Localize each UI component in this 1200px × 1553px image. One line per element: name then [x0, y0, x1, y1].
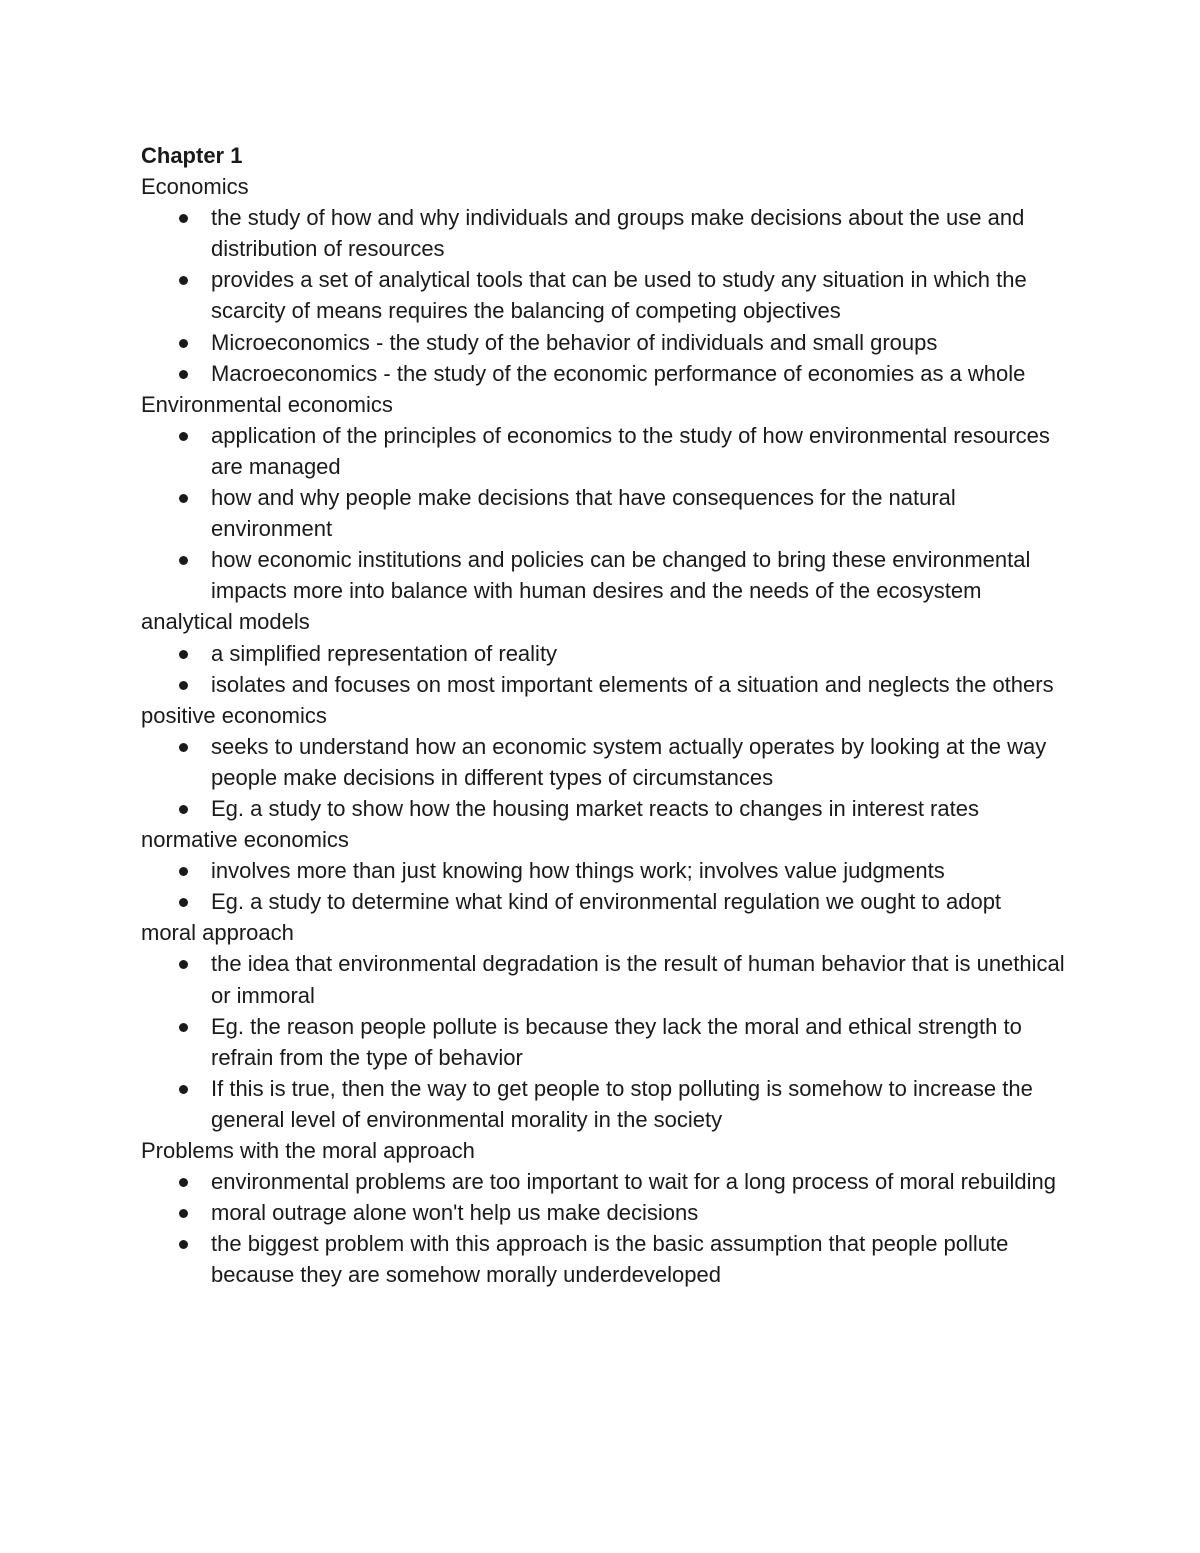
- list-item-text: provides a set of analytical tools that can be used to study any situation in which the scarcity of means requires the balancing of competing objectives: [211, 267, 1027, 324]
- bullet-icon: [179, 1023, 188, 1032]
- bullet-icon: [179, 1178, 188, 1187]
- section-analytical-models: [141, 606, 1071, 699]
- list-item-text: the biggest problem with this approach is the basic assumption that people pollute because they are somehow morally underdeveloped: [211, 1231, 1009, 1288]
- bullet-icon: [179, 432, 188, 441]
- list-item-text: environmental problems are too important to wait for a long process of moral rebuilding: [211, 1169, 1056, 1195]
- section-heading: Environmental economics: [141, 391, 393, 417]
- chapter-title: Chapter 1: [141, 143, 243, 168]
- list-item: [211, 1197, 1071, 1228]
- list-item-text: moral outrage alone won't help us make decisions: [211, 1200, 699, 1226]
- list-item-text: If this is true, then the way to get people to stop polluting is somehow to increase the general level of environmental morality in the society: [211, 1075, 1033, 1132]
- section-problems-moral-approach: [141, 1135, 1071, 1290]
- bullet-list: [141, 855, 1071, 917]
- list-item: [211, 202, 1071, 264]
- bullet-list: [141, 1166, 1071, 1290]
- list-item: [211, 793, 1071, 824]
- list-item-text: the study of how and why individuals and groups make decisions about the use and distribution of resources: [211, 205, 1025, 262]
- list-item-text: Eg. a study to determine what kind of environmental regulation we ought to adopt: [211, 889, 1002, 915]
- bullet-list: [141, 638, 1071, 700]
- list-item: [211, 327, 1071, 358]
- section-normative-economics: [141, 824, 1071, 917]
- section-heading: normative economics: [141, 827, 349, 853]
- list-item-text: application of the principles of economics to the study of how environmental resources are managed: [211, 422, 1050, 479]
- bullet-icon: [179, 370, 188, 379]
- list-item-text: seeks to understand how an economic system actually operates by looking at the way people make decisions in different types of circumstances: [211, 733, 1047, 790]
- bullet-icon: [179, 1209, 188, 1218]
- list-item: [211, 358, 1071, 389]
- list-item: [211, 669, 1071, 700]
- bullet-icon: [179, 339, 188, 348]
- section-heading: moral approach: [141, 920, 294, 946]
- list-item-text: how and why people make decisions that have consequences for the natural environment: [211, 485, 956, 542]
- list-item: [211, 731, 1071, 793]
- bullet-icon: [179, 650, 188, 659]
- bullet-icon: [179, 960, 188, 969]
- section-heading: Problems with the moral approach: [141, 1138, 475, 1163]
- list-item: [211, 482, 1071, 544]
- bullet-icon: [179, 805, 188, 814]
- list-item: [211, 638, 1071, 669]
- bullet-icon: [179, 556, 188, 565]
- section-heading: positive economics: [141, 702, 327, 728]
- bullet-icon: [179, 214, 188, 223]
- list-item-text: Eg. a study to show how the housing market reacts to changes in interest rates: [211, 795, 979, 821]
- bullet-list: [141, 731, 1071, 824]
- list-item: [211, 1228, 1071, 1290]
- list-item-text: the idea that environmental degradation is the result of human behavior that is unethical or immoral: [211, 951, 1065, 1008]
- section-environmental-economics: [141, 389, 1071, 607]
- list-item: [211, 264, 1071, 326]
- bullet-list: [141, 420, 1071, 607]
- bullet-list: [141, 202, 1071, 389]
- list-item-text: a simplified representation of reality: [211, 640, 558, 666]
- list-item: [211, 544, 1071, 606]
- list-item: [211, 1166, 1071, 1197]
- bullet-icon: [179, 276, 188, 285]
- list-item: [211, 886, 1071, 917]
- list-item-text: isolates and focuses on most important elements of a situation and neglects the others: [211, 671, 1054, 697]
- list-item-text: how economic institutions and policies can be changed to bring these environmental impacts more into balance with human desires and the needs of the ecosystem: [211, 547, 1031, 604]
- list-item: [211, 1073, 1071, 1135]
- list-item-text: involves more than just knowing how things work; involves value judgments: [211, 858, 945, 884]
- list-item-text: Microeconomics - the study of the behavior of individuals and small groups: [211, 329, 938, 355]
- section-economics: [141, 171, 1071, 389]
- bullet-icon: [179, 681, 188, 690]
- section-positive-economics: [141, 700, 1071, 824]
- section-heading: analytical models: [141, 609, 310, 635]
- list-item: [211, 855, 1071, 886]
- list-item: [211, 948, 1071, 1010]
- bullet-icon: [179, 867, 188, 876]
- document-page: [141, 140, 1071, 1290]
- list-item-text: Eg. the reason people pollute is because they lack the moral and ethical strength to refrain from the type of behavior: [211, 1013, 1022, 1070]
- list-item-text: Macroeconomics - the study of the economic performance of economies as a whole: [211, 360, 1026, 386]
- list-item: [211, 420, 1071, 482]
- list-item: [211, 1011, 1071, 1073]
- section-heading: Economics: [141, 174, 249, 200]
- bullet-icon: [179, 1085, 188, 1094]
- bullet-icon: [179, 743, 188, 752]
- bullet-icon: [179, 1240, 188, 1249]
- bullet-list: [141, 948, 1071, 1135]
- bullet-icon: [179, 898, 188, 907]
- section-moral-approach: [141, 917, 1071, 1135]
- bullet-icon: [179, 494, 188, 503]
